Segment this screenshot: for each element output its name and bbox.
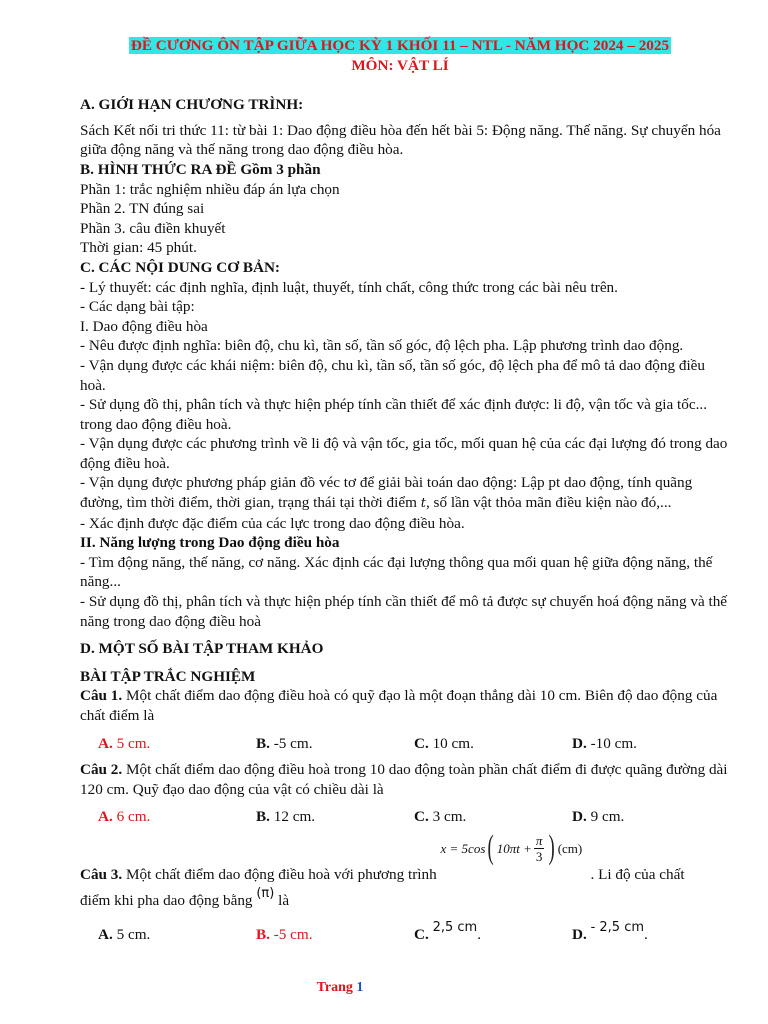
question-text: . Li độ của chất	[590, 865, 685, 883]
fraction	[534, 833, 545, 864]
section-c-line: - Xác định được đặc điểm của các lực trong dao động điều hòa.	[80, 514, 465, 532]
option-b[interactable]	[256, 807, 414, 827]
section-c-line: - Lý thuyết: các định nghĩa, định luật, thuyết, tính chất, công thức trong các bài nêu trên.	[80, 278, 618, 296]
section-c-line: - Các dạng bài tập:	[80, 298, 195, 316]
section-c-line: - Vận dụng được các khái niệm: biên độ, chu kì, tần số, tần số góc, độ lệch pha để mô tả dao động điều hoà.	[80, 356, 706, 394]
option-key: C.	[414, 808, 429, 826]
section-b-line: Phần 1: trắc nghiệm nhiều đáp án lựa chọn	[80, 180, 340, 198]
option-value: 3 cm.	[432, 808, 467, 826]
part2-line: - Tìm động năng, thế năng, cơ năng. Xác định các đại lượng thông qua mối quan hệ giữa động năng, thế năng...	[80, 553, 713, 591]
time-variable: t	[420, 496, 426, 512]
fraction-numerator: π	[535, 832, 543, 848]
section-c-heading: C. CÁC NỘI DUNG CƠ BẢN:	[80, 258, 280, 276]
option-c[interactable]	[414, 920, 572, 946]
part2-line: - Sử dụng đồ thị, phân tích và thực hiện phép tính cần thiết để mô tả được sự chuyển hoá động năng và thế năng trong dao động điều hoà	[80, 593, 728, 630]
fraction-denominator: 3	[535, 848, 543, 864]
document-title: ĐỀ CƯƠNG ÔN TẬP GIỮA HỌC KỲ 1 KHỐI 11 – NTL - NĂM HỌC 2024 – 2025	[130, 37, 670, 54]
phase-value: (π)	[256, 885, 275, 901]
option-key: D.	[572, 808, 587, 826]
option-key: D.	[572, 926, 587, 944]
option-value: 10 cm.	[432, 734, 474, 752]
option-value: - 2,5 cm	[590, 920, 645, 936]
mcq-heading: BÀI TẬP TRẮC NGHIỆM	[80, 667, 256, 685]
option-value: -10 cm.	[590, 734, 637, 752]
option-value: 5 cm.	[116, 926, 151, 944]
option-value: -5 cm.	[273, 926, 313, 944]
question-text: là	[278, 891, 290, 909]
option-b[interactable]	[256, 734, 414, 754]
option-value: 5 cm.	[116, 734, 151, 752]
section-b-line: Phần 2. TN đúng sai	[80, 200, 205, 218]
line-text: - Vận dụng được phương pháp giản đồ véc tơ để giải bài toán dao động: Lập pt dao động, tính quãng đường, tìm thời điểm, thời gian, trạng thái tại thời điểm	[80, 474, 693, 512]
equation-inside: 10πt +	[496, 840, 532, 856]
option-value: -5 cm.	[273, 734, 313, 752]
subject-title: MÔN: VẬT LÍ	[351, 56, 449, 74]
option-key: C.	[414, 734, 429, 752]
option-d[interactable]	[572, 734, 730, 754]
section-c-line: - Vận dụng được các phương trình về li độ và vận tốc, gia tốc, mối quan hệ của các đại lượng đó trong dao động điều hoà.	[80, 435, 728, 472]
section-b-line: Phần 3. câu điền khuyết	[80, 219, 226, 237]
equation-unit: (cm)	[557, 840, 583, 856]
option-value: 9 cm.	[590, 808, 625, 826]
question-3-cont	[80, 885, 730, 912]
question-text: Một chất điểm dao động điều hoà có quỹ đạo là một đoạn thẳng dài 10 cm. Biên độ dao động của chất điểm là	[80, 687, 718, 724]
section-b-heading: B. HÌNH THỨC RA ĐỀ Gồm 3 phần	[80, 160, 321, 178]
question-text: Một chất điểm dao động điều hoà với phương trình	[126, 865, 437, 883]
section-c-line: I. Dao động điều hòa	[80, 317, 208, 335]
title-line	[70, 36, 730, 56]
option-a[interactable]	[98, 807, 256, 827]
question-3-options	[98, 920, 730, 946]
page-number: 1	[356, 980, 364, 995]
question-1	[80, 686, 730, 725]
option-key: B.	[256, 734, 270, 752]
option-value: 2,5 cm	[432, 920, 478, 936]
question-label: Câu 2.	[80, 761, 123, 779]
option-key: B.	[256, 808, 270, 826]
option-key: B.	[256, 926, 270, 944]
page-label: Trang	[316, 980, 353, 995]
option-a[interactable]	[98, 734, 256, 754]
option-d[interactable]	[572, 920, 730, 946]
document-page	[80, 36, 730, 953]
option-suffix: .	[477, 926, 481, 944]
page-footer	[0, 980, 680, 996]
option-key: C.	[414, 926, 429, 944]
section-d-heading: D. MỘT SỐ BÀI TẬP THAM KHẢO	[80, 640, 324, 658]
question-text: Một chất điểm dao động điều hoà trong 10 dao động toàn phần chất điểm đi được quãng đường dài 120 cm. Quỹ đạo dao động của vật có chiều dài là	[80, 761, 728, 798]
option-key: A.	[98, 808, 113, 826]
section-a-heading: A. GIỚI HẠN CHƯƠNG TRÌNH:	[80, 96, 304, 114]
option-b[interactable]	[256, 925, 414, 946]
option-value: 12 cm.	[273, 808, 316, 826]
option-value: 6 cm.	[116, 808, 151, 826]
option-key: D.	[572, 734, 587, 752]
right-paren-icon: )	[548, 829, 556, 867]
question-label: Câu 3.	[80, 865, 123, 883]
option-key: A.	[98, 926, 113, 944]
option-c[interactable]	[414, 734, 572, 754]
section-c-line: - Nêu được định nghĩa: biên độ, chu kì, tần số, tần số góc, độ lệch pha. Lập phương trình dao động.	[80, 337, 684, 355]
left-paren-icon: (	[487, 829, 495, 867]
equation-left: x = 5cos	[440, 840, 486, 856]
oscillation-equation	[440, 829, 591, 879]
question-label: Câu 1.	[80, 687, 123, 705]
section-a-text: Sách Kết nối tri thức 11: từ bài 1: Dao động điều hòa đến hết bài 5: Động năng. Thế năng. Sự chuyển hóa giữa động năng và thế năng trong dao động điều hòa.	[80, 121, 721, 159]
question-text: điểm khi pha dao động bằng	[80, 891, 253, 909]
section-b-line: Thời gian: 45 phút.	[80, 239, 197, 257]
option-d[interactable]	[572, 807, 730, 827]
part2-heading: II. Năng lượng trong Dao động điều hòa	[80, 534, 340, 552]
question-2-options	[98, 807, 730, 827]
question-3	[80, 829, 730, 885]
line-text: , số lần vật thỏa mãn điều kiện nào đó,...	[425, 494, 672, 512]
question-1-options	[98, 734, 730, 754]
question-2	[80, 760, 730, 799]
section-c-line: - Sử dụng đồ thị, phân tích và thực hiện phép tính cần thiết để xác định được: li độ, vận tốc và gia tốc... trong dao động điều hoà.	[80, 396, 708, 433]
option-a[interactable]	[98, 925, 256, 946]
option-suffix: .	[644, 926, 648, 944]
section-c-line	[80, 473, 730, 513]
option-c[interactable]	[414, 807, 572, 827]
option-key: A.	[98, 734, 113, 752]
